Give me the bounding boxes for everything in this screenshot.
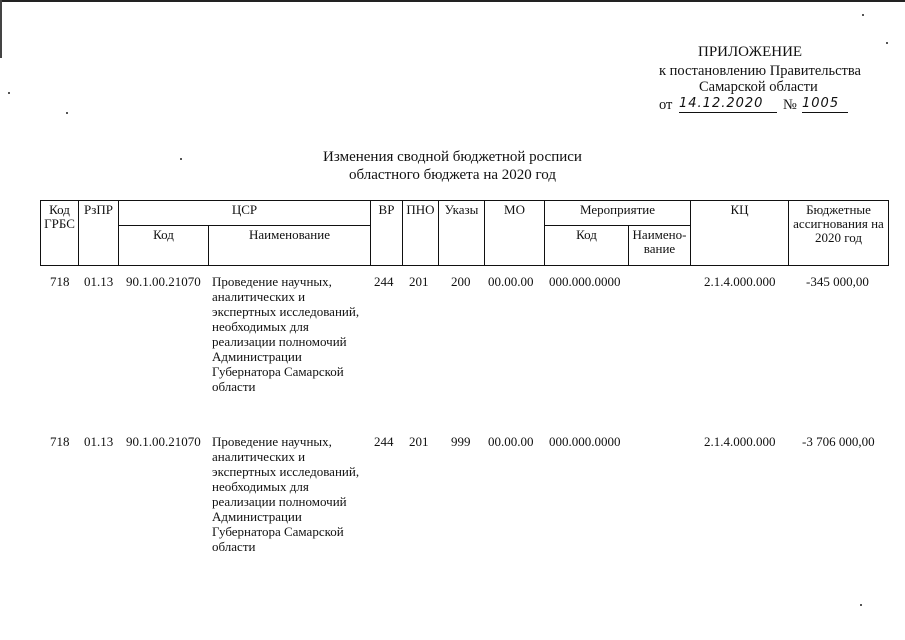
header-pno: ПНО — [403, 201, 439, 266]
number-sign: № — [783, 97, 797, 113]
appendix-heading: ПРИЛОЖЕНИЕ — [698, 44, 803, 60]
table-row — [0, 274, 905, 424]
cell-mo: 00.00.00 — [488, 274, 534, 289]
cell-kc: 2.1.4.000.000 — [704, 274, 776, 289]
cell-grbs: 718 — [50, 434, 70, 449]
cell-ukazy: 999 — [451, 434, 471, 449]
cell-mo: 00.00.00 — [488, 434, 534, 449]
scan-left-edge — [0, 0, 2, 58]
cell-rzpr: 01.13 — [84, 434, 114, 449]
header-csr: ЦСР — [119, 201, 371, 226]
header-budget: Бюджетные ассигнования на 2020 год — [789, 201, 889, 266]
header-meropriyatie: Мероприятие — [545, 201, 691, 226]
header-vr: ВР — [371, 201, 403, 266]
header-mer-name: Наимено-вание — [629, 226, 691, 266]
header-mo: МО — [485, 201, 545, 266]
cell-mer-kod: 000.000.0000 — [549, 274, 621, 289]
table-row — [0, 434, 905, 584]
scan-top-edge — [0, 0, 905, 2]
appendix-line-2: Самарской области — [699, 79, 818, 95]
cell-name: Проведение научных, аналитических и экспертных исследований, необходимых для реализации полномочий Администрации Губернатора Самарской области — [212, 274, 360, 394]
appendix-line-1: к постановлению Правительства — [659, 63, 861, 79]
cell-amount: -345 000,00 — [806, 274, 869, 289]
cell-vr: 244 — [374, 434, 394, 449]
header-mer-kod: Код — [545, 226, 629, 266]
scan-speck — [66, 112, 68, 114]
cell-name: Проведение научных, аналитических и экспертных исследований, необходимых для реализации полномочий Администрации Губернатора Самарской области — [212, 434, 360, 554]
cell-pno: 201 — [409, 434, 429, 449]
budget-table-header — [40, 200, 889, 266]
cell-mer-kod: 000.000.0000 — [549, 434, 621, 449]
header-csr-kod: Код — [119, 226, 209, 266]
scan-speck — [8, 92, 10, 94]
scan-speck — [860, 604, 862, 606]
header-kod-grbs: Код ГРБС — [41, 201, 79, 266]
header-kc: КЦ — [691, 201, 789, 266]
header-ukazy: Указы — [439, 201, 485, 266]
appendix-date-prefix: от — [659, 97, 673, 113]
cell-vr: 244 — [374, 274, 394, 289]
cell-csr: 90.1.00.21070 — [126, 434, 201, 449]
cell-grbs: 718 — [50, 274, 70, 289]
cell-amount: -3 706 000,00 — [802, 434, 875, 449]
cell-kc: 2.1.4.000.000 — [704, 434, 776, 449]
handwritten-number: 1005 — [802, 96, 848, 113]
header-csr-name: Наименование — [209, 226, 371, 266]
scan-speck — [886, 42, 888, 44]
scan-speck — [862, 14, 864, 16]
document-title-line-1: Изменения сводной бюджетной росписи — [323, 149, 582, 165]
document-title-line-2: областного бюджета на 2020 год — [348, 167, 556, 183]
header-rzpr: РзПР — [79, 201, 119, 266]
cell-ukazy: 200 — [451, 274, 471, 289]
handwritten-date: 14.12.2020 — [679, 96, 777, 113]
cell-pno: 201 — [409, 274, 429, 289]
cell-rzpr: 01.13 — [84, 274, 114, 289]
cell-csr: 90.1.00.21070 — [126, 274, 201, 289]
